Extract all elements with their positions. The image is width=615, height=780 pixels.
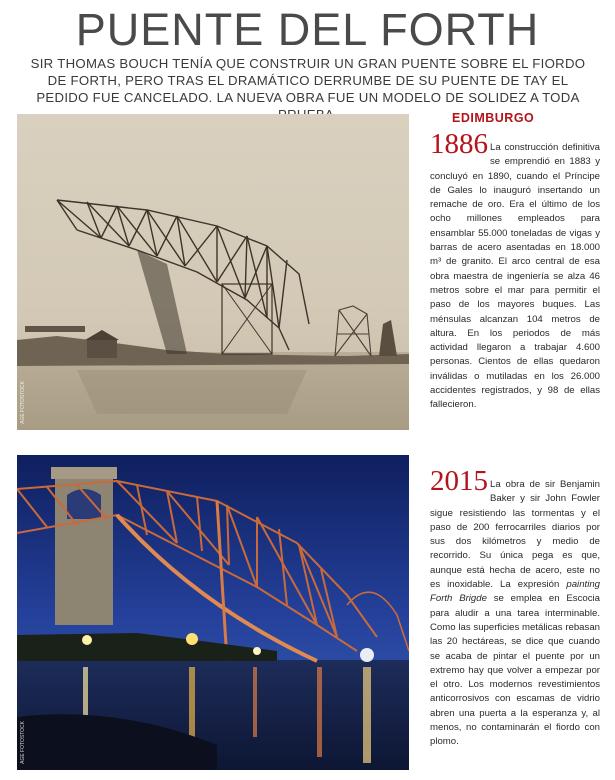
section-2015-text [430,478,600,750]
historic-bridge-photo [17,114,409,430]
year-heading-1886: 1886 [430,128,488,160]
section-2015-italic-phrase: painting Forth Brigde [430,579,600,605]
page-title: PUENTE DEL FORTH [75,4,540,55]
section-2015-body-end: se emplea en Escocia para aludir a una tarea interminable. Como las superficies metálicas rebasan las 20 hectáreas, se dice que cuando se acaba de pintar el puente por un extremo hay que volver a empezar por el otro. Los modernos revestimientos anticorrosivos con escamas de vidrio abren una puerta a la esperanza y, al menos, no contaminarán el fiordo con plomo. [430,593,600,748]
section-2015-body-start: La obra de sir Benjamin Baker y sir John Fowler sigue resistiendo las tormentas y el paso de 200 ferrocarriles diarios por sus dos kilómetros y medio de recorrido. Su única pega es que, aunque está hecha de acero, este no es inoxidable. La expresión [430,479,600,591]
location-label: EDIMBURGO [452,111,535,125]
modern-bridge-photo [17,455,409,770]
night-bridge-illustration [17,455,409,770]
year-heading-2015: 2015 [430,465,488,497]
lede-paragraph: SIR THOMAS BOUCH TENÍA QUE CONSTRUIR UN GRAN PUENTE SOBRE EL FIORDO DE FORTH, PERO TRAS EL DRAMÁTICO DERRUMBE DE SU PUENTE DE TAY EL PEDIDO FUE CANCELADO. LA NUEVA OBRA FUE UN MODELO DE SOLIDEZ A TODA [30,56,586,105]
historic-bridge-illustration [17,114,409,430]
photo-credit: AGE FOTOSTOCK [20,721,26,764]
photo-credit: AGE FOTOSTOCK [20,381,26,424]
section-1886-text [430,141,600,413]
section-1886-body: La construcción definitiva se emprendió en 1883 y concluyó en 1890, cuando el Príncipe de Gales lo inauguró insertando un remache de oro. Era el último de los ocho millones empleados para ensamblar 55.000 toneladas de vigas y barras de acero asentadas en 18.000 m³ de granito. El arco central de esa obra maestra de ingeniería se alza 46 metros sobre el mar para permitir el paso de los mayores buques. Las ménsulas alcanzan 104 metros de altura. En los periodos de más actividad llegaron a trabajar 4.600 personas. Cientos de ellas quedaron inválidas o mutiladas en los 26.000 accidentes registrados, y 98 de ellas fallecieron. [430,142,600,411]
